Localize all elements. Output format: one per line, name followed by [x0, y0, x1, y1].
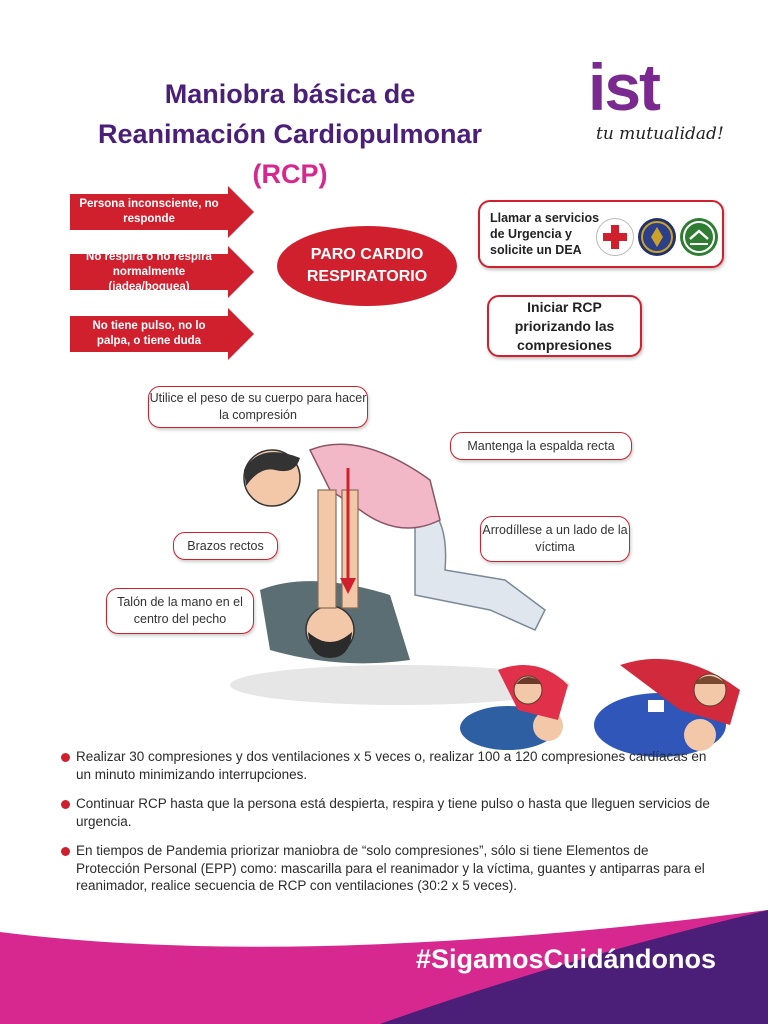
cardiac-arrest-oval: PARO CARDIO RESPIRATORIO: [277, 226, 457, 306]
label-kneel: Arrodíllese a un lado de la víctima: [480, 516, 630, 562]
logo-brand: ist: [588, 50, 660, 124]
list-item: Continuar RCP hasta que la persona está despierta, respira y tiene pulso o hasta que lleguen servicios de urgencia.: [60, 795, 710, 830]
bullet-dot-icon: [61, 800, 70, 809]
ist-logo: [588, 52, 738, 162]
rescue-breathing-illustration-2: [590, 650, 750, 760]
call-emergency-box: [478, 200, 724, 268]
page-title: [60, 74, 520, 194]
list-item: En tiempos de Pandemia priorizar maniobra de “solo compresiones”, sólo si tiene Elementos de Protección Personal (EPP) como: mascarilla para el reanimador y la víctima, guantes y antiparras para el reanimador, realice secuencia de RCP con ventilaciones (30:2 x 5 veces).: [60, 842, 710, 895]
instruction-list: [60, 748, 710, 907]
bullet-dot-icon: [61, 847, 70, 856]
list-item: Realizar 30 compresiones y dos ventilaciones x 5 veces o, realizar 100 a 120 compresiones cardíacas en un minuto minimizando interrupciones.: [60, 748, 710, 783]
firefighters-badge-icon: [638, 218, 676, 256]
rescue-breathing-illustration-1: [458, 650, 576, 760]
logo-tagline: tu mutualidad!: [596, 124, 724, 144]
call-emergency-text: Llamar a servicios de Urgencia y solicite un DEA: [490, 211, 600, 257]
start-rcp-box: Iniciar RCP priorizando las compresiones: [487, 295, 642, 357]
arrow-no-pulse: No tiene pulso, no lo palpa, o tiene duda: [70, 308, 254, 360]
title-accent: (RCP): [252, 159, 328, 189]
arrow-unconscious: Persona inconsciente, no responde: [70, 186, 254, 238]
bullet-dot-icon: [61, 753, 70, 762]
title-line-1: Maniobra básica de: [164, 79, 416, 109]
red-cross-icon: [596, 218, 634, 256]
label-heel-of-hand: Talón de la mano en el centro del pecho: [106, 588, 254, 634]
title-line-2: Reanimación Cardiopulmonar (RCP): [97, 119, 483, 189]
police-badge-icon: [680, 218, 718, 256]
hashtag: #SigamosCuidándonos: [415, 944, 716, 974]
label-body-weight: Utilice el peso de su cuerpo para hacer la compresión: [148, 386, 368, 428]
arrow-not-breathing: No respira o no respira normalmente (jadea/boquea): [70, 246, 254, 298]
label-straight-arms: Brazos rectos: [173, 532, 278, 560]
label-straight-back: Mantenga la espalda recta: [450, 432, 632, 460]
